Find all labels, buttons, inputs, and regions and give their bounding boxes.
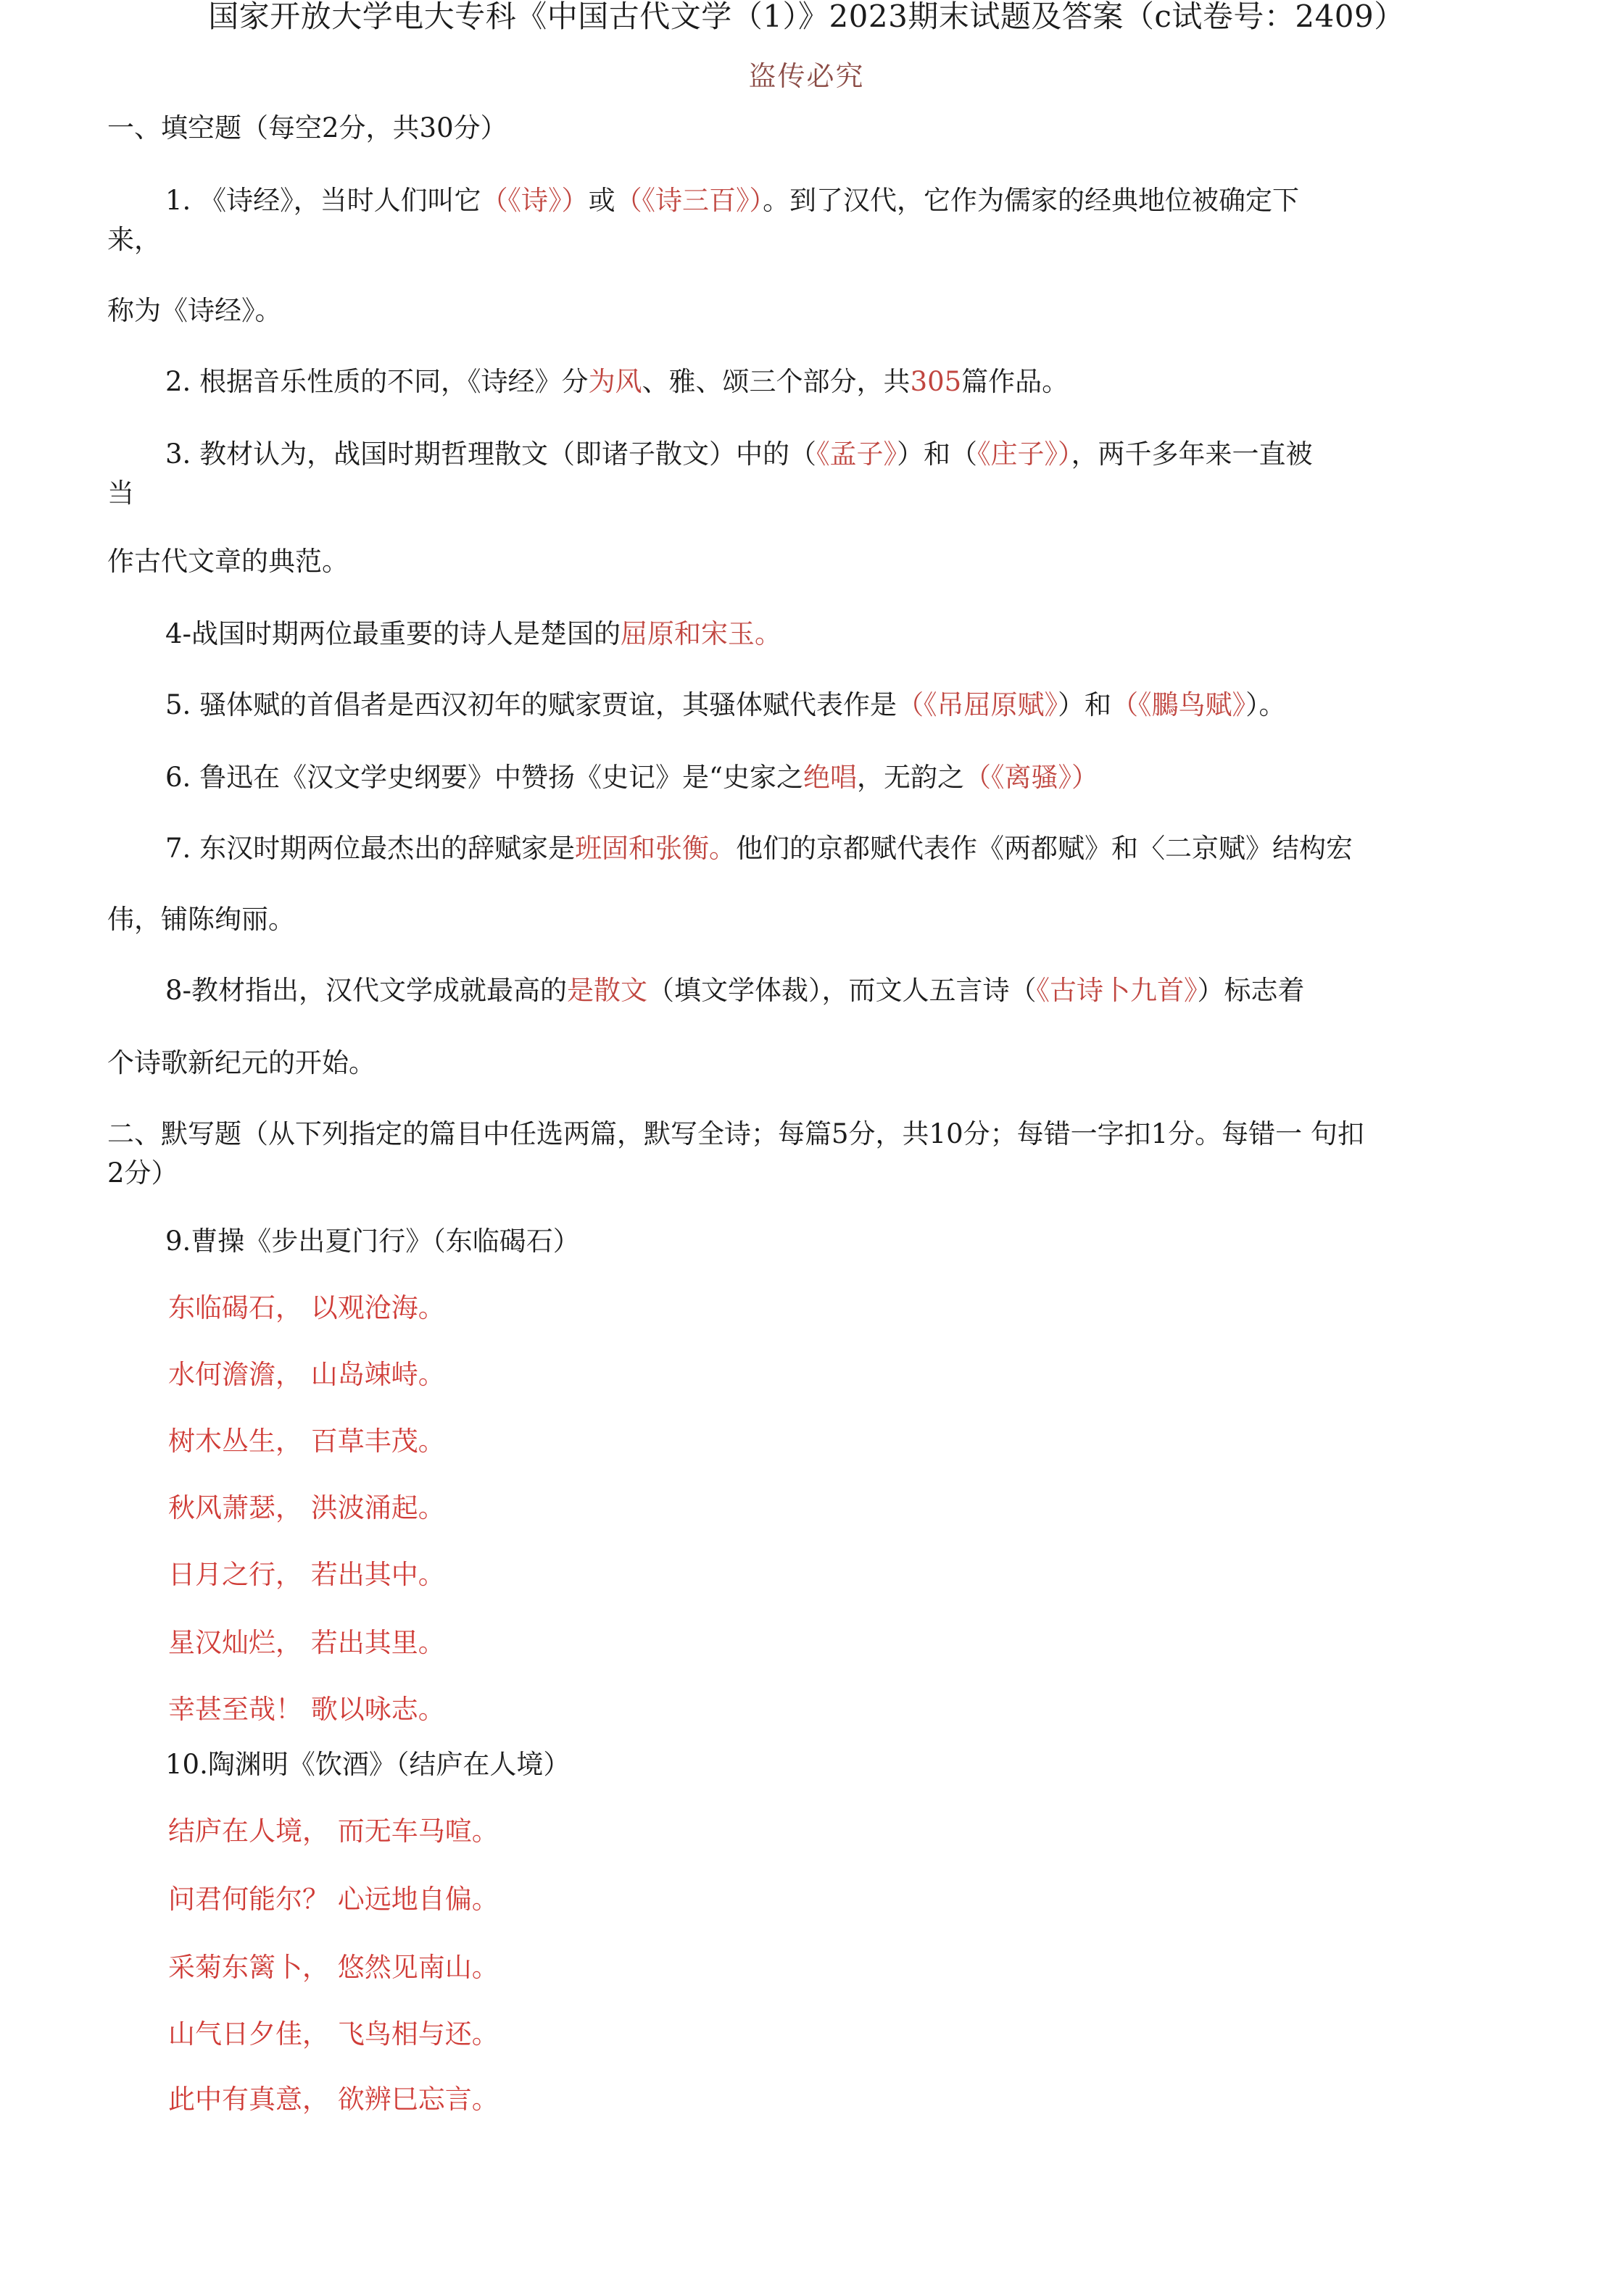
question-2: 2. 根据音乐性质的不同，《诗经》分为风、雅、颂三个部分，共305篇作品。 [165, 366, 1069, 397]
poem-line: 幸甚至哉！ 歌以咏志。 [168, 1694, 445, 1725]
watermark-text: 盗传必究 [748, 60, 865, 92]
answer-text: 是散文 [567, 975, 648, 1006]
question-9-title: 9.曹操《步出夏门行》（东临碣石） [165, 1226, 580, 1257]
answer-text: 305 [910, 366, 962, 397]
question-8-line-2: 个诗歌新纪元的开始。 [107, 1047, 376, 1078]
poem-line: 星汉灿烂， 若出其里。 [168, 1627, 445, 1658]
section-heading-recitation: 二、默写题（从下列指定的篇目中任选两篇，默写全诗；每篇5分，共10分；每错一字扣1分。每错一 句扣 [107, 1118, 1364, 1149]
answer-text: （《鵩鸟赋》 [1111, 689, 1246, 720]
poem-line: 秋风萧瑟， 洪波涌起。 [168, 1492, 445, 1523]
question-7-line-2: 伟，铺陈绚丽。 [107, 904, 295, 935]
poem-line: 日月之行， 若出其中。 [168, 1559, 445, 1590]
section-heading-recitation-cont: 2分） [107, 1157, 178, 1189]
section-heading-fill-blank: 一、填空题（每空2分，共30分） [107, 112, 507, 144]
poem-line: 采菊东篱卜， 悠然见南山。 [168, 1952, 499, 1983]
question-1-line-2: 来， [107, 224, 161, 255]
question-5: 5. 骚体赋的首倡者是西汉初年的赋家贾谊，其骚体赋代表作是（《吊屈原赋》）和（《鵩鸟赋》）。 [165, 689, 1286, 720]
poem-line: 问君何能尔？ 心远地自偏。 [168, 1884, 499, 1915]
question-7-line-1: 7. 东汉时期两位最杰出的辞赋家是班固和张衡。他们的京都赋代表作《两都赋》和〈二京赋》结构宏 [165, 833, 1353, 864]
answer-text: （《诗三百》） [615, 185, 763, 216]
question-1-line-3: 称为《诗经》。 [107, 295, 282, 326]
question-6: 6. 鲁迅在《汉文学史纲要》中赞扬《史记》是“史家之绝唱，无韵之（《离骚》） [165, 762, 1098, 793]
poem-line: 树木丛生， 百草丰茂。 [168, 1426, 445, 1457]
answer-text: 绝唱 [803, 762, 857, 793]
answer-text: （《诗》） [481, 185, 589, 216]
question-8-line-1: 8-教材指出，汉代文学成就最高的是散文（填文学体裁），而文人五言诗（《古诗卜九首》）标志着 [165, 975, 1305, 1006]
answer-text: （《吊屈原赋》 [897, 689, 1058, 720]
answer-text: 《古诗卜九首》 [1036, 975, 1198, 1006]
answer-text: 屈原和宋玉。 [621, 618, 782, 649]
question-3-line-3: 作古代文章的典范。 [107, 546, 349, 577]
question-3-line-2: 当 [107, 478, 134, 509]
question-3-line-1: 3. 教材认为，战国时期哲理散文（即诸子散文）中的（《孟子》）和（《庄子》），两千多年来一直被 [165, 438, 1313, 470]
poem-line: 东临碣石， 以观沧海。 [168, 1292, 445, 1323]
answer-text: 为风 [588, 366, 642, 397]
poem-line: 水何澹澹， 山岛竦峙。 [168, 1359, 445, 1390]
poem-line: 结庐在人境， 而无车马喧。 [168, 1815, 499, 1847]
document-title: 国家开放大学电大专科《中国古代文学（1）》2023期末试题及答案（c试卷号：2409） [208, 0, 1405, 34]
answer-text: 《庄子》） [977, 438, 1071, 470]
question-4: 4-战国时期两位最重要的诗人是楚国的屈原和宋玉。 [165, 618, 782, 649]
question-10-title: 10.陶渊明《饮酒》（结庐在人境） [165, 1749, 571, 1780]
question-1-line-1: 1. 《诗经》，当时人们叫它（《诗》）或（《诗三百》）。到了汉代，它作为儒家的经典地位被确定下 [165, 185, 1300, 216]
answer-text: 班固和张衡。 [575, 833, 737, 864]
answer-text: 《孟子》 [816, 438, 897, 470]
poem-line: 此中有真意， 欲辨巳忘言。 [168, 2084, 499, 2115]
answer-text: （《离骚》） [963, 762, 1098, 793]
poem-line: 山气日夕佳， 飞鸟相与还。 [168, 2018, 499, 2050]
